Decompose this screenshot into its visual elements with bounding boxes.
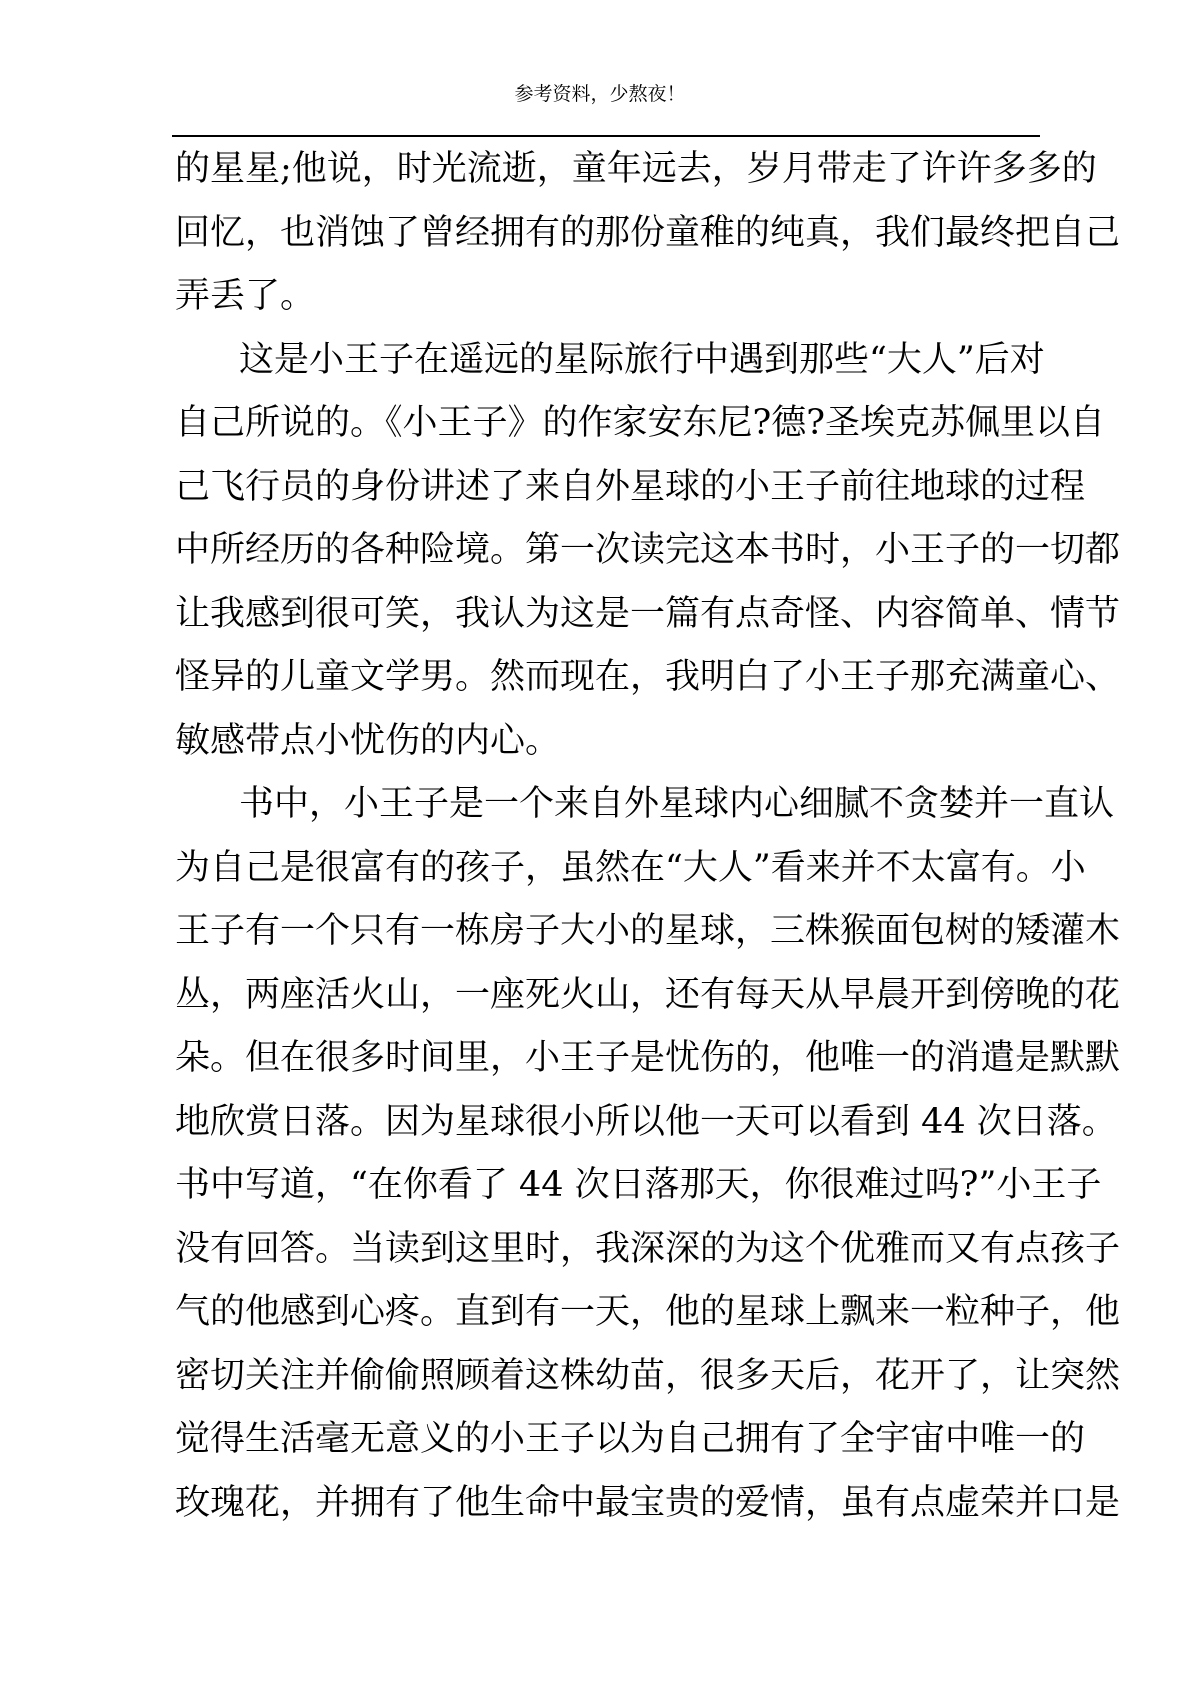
text-line: 丛，两座活火山，一座死火山，还有每天从早晨开到傍晚的花 — [175, 974, 1121, 1015]
text-line: 怪异的儿童文学男。然而现在，我明白了小王子那充满童心、 — [175, 657, 1121, 697]
text-line: 气的他感到心疼。直到有一天，他的星球上飘来一粒种子，他 — [175, 1292, 1121, 1332]
text-line: 为自己是很富有的孩子，虽然在“大人”看来并不太富有。小 — [175, 847, 1086, 888]
text-line: 弄丢了。 — [175, 276, 316, 316]
page-header: 参考资料，少熬夜！ — [514, 83, 686, 105]
text-line: 玫瑰花，并拥有了他生命中最宝贵的爱情，虽有点虚荣并口是 — [175, 1482, 1121, 1523]
text-line: 中所经历的各种险境。第一次读完这本书时，小王子的一切都 — [175, 530, 1121, 570]
text-line: 的星星;他说，时光流逝，童年远去，岁月带走了许许多多的 — [175, 149, 1097, 189]
text-line: 密切关注并偷偷照顾着这株幼苗，很多天后，花开了，让突然 — [175, 1355, 1121, 1396]
text-line: 朵。但在很多时间里，小王子是忧伤的，他唯一的消遣是默默 — [175, 1038, 1121, 1078]
text-line: 没有回答。当读到这里时，我深深的为这个优雅而又有点孩子 — [175, 1228, 1121, 1269]
paragraph-first-line: 这是小王子在遥远的星际旅行中遇到那些“大人”后对 — [239, 339, 1045, 380]
text-line: 让我感到很可笑，我认为这是一篇有点奇怪、内容简单、情节 — [175, 593, 1121, 634]
text-line: 王子有一个只有一栋房子大小的星球，三株猴面包树的矮灌木 — [175, 911, 1121, 951]
document-body — [175, 138, 1121, 1535]
text-line: 敏感带点小忧伤的内心。 — [175, 720, 561, 761]
paragraph-first-line: 书中，小王子是一个来自外星球内心细腻不贪婪并一直认 — [239, 784, 1115, 824]
text-line: 书中写道，“在你看了 44 次日落那天，你很难过吗?”小王子 — [175, 1165, 1102, 1205]
text-line: 自己所说的。《小王子》的作家安东尼?德?圣埃克苏佩里以自 — [175, 403, 1106, 443]
text-line: 觉得生活毫无意义的小王子以为自己拥有了全宇宙中唯一的 — [175, 1419, 1086, 1459]
text-line: 地欣赏日落。因为星球很小所以他一天可以看到 44 次日落。 — [175, 1101, 1117, 1142]
text-line: 回忆，也消蚀了曾经拥有的那份童稚的纯真，我们最终把自己 — [175, 212, 1121, 253]
text-line: 己飞行员的身份讲述了来自外星球的小王子前往地球的过程 — [175, 466, 1086, 507]
header-divider — [172, 135, 1040, 137]
